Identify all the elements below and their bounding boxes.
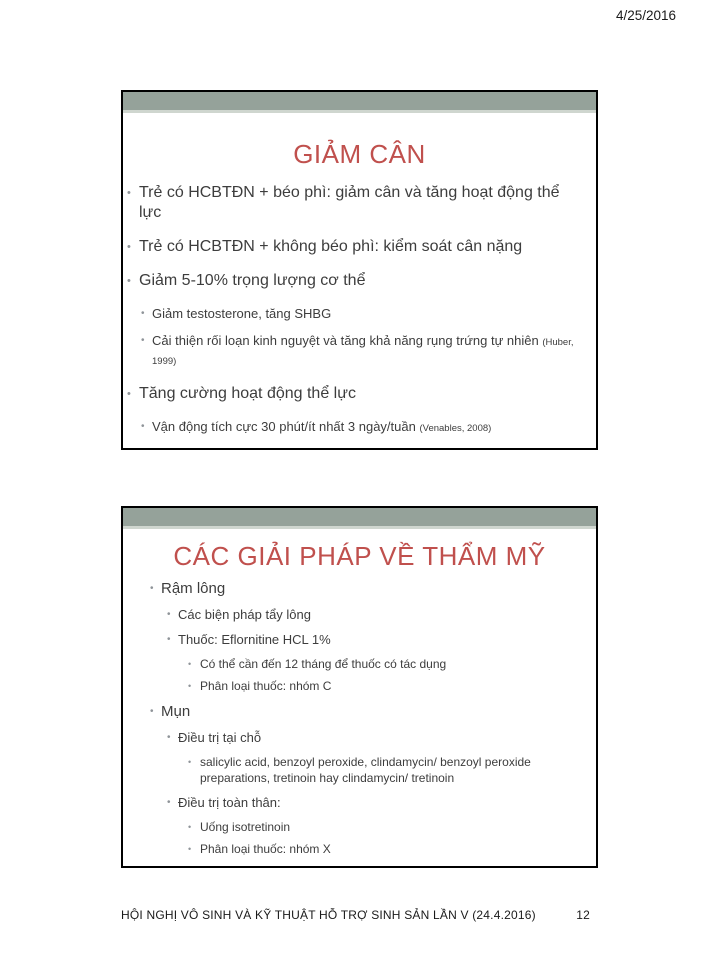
bullet-text: Trẻ có HCBTĐN + béo phì: giảm cân và tăng hoạt động thể lực — [139, 184, 560, 221]
bullet-text: Mụn — [161, 703, 191, 720]
bullet-icon — [141, 332, 152, 349]
page-footer — [121, 908, 590, 922]
bullet-item — [167, 631, 578, 648]
slide-2-title: CÁC GIẢI PHÁP VỀ THẨM MỸ — [173, 541, 546, 571]
bullet-text-main: Giảm testosterone, tăng SHBG — [152, 306, 332, 321]
bullet-icon — [167, 794, 178, 811]
bullet-text: Điều trị tại chỗ — [178, 730, 262, 745]
bullet-text: Phân loại thuốc: nhóm X — [200, 842, 331, 856]
slide-2-content — [123, 579, 596, 857]
bullet-icon — [167, 631, 178, 648]
citation: (Venables, 2008) — [419, 423, 492, 434]
bullet-icon — [167, 729, 178, 746]
bullet-item — [141, 332, 586, 370]
bullet-icon — [167, 606, 178, 623]
bullet-text-main: Vận động tích cực 30 phút/ít nhất 3 ngày/tuần — [152, 419, 416, 434]
bullet-item — [127, 237, 586, 257]
page-date: 4/25/2016 — [615, 8, 676, 23]
bullet-icon — [188, 841, 200, 857]
slide-header-bar — [123, 92, 596, 113]
bullet-icon — [150, 702, 161, 721]
bullet-item — [188, 754, 578, 786]
slide-1-content — [123, 183, 596, 437]
bullet-icon — [141, 305, 152, 322]
footer-text: HỘI NGHỊ VÔ SINH VÀ KỸ THUẬT HỖ TRỢ SINH SẢN LẦN V (24.4.2016) — [121, 908, 536, 922]
bullet-item — [167, 794, 578, 811]
bullet-text: Phân loại thuốc: nhóm C — [200, 679, 332, 693]
bullet-text-main: Cải thiện rối loạn kinh nguyệt và tăng khả năng rụng trứng tự nhiên — [152, 333, 539, 348]
bullet-item — [127, 384, 586, 404]
bullet-text — [152, 332, 586, 370]
bullet-text: Uống isotretinoin — [200, 820, 291, 834]
slide-1-title: GIẢM CÂN — [293, 139, 426, 169]
bullet-item — [188, 656, 578, 672]
bullet-text — [152, 418, 586, 437]
bullet-item — [188, 678, 578, 694]
bullet-icon — [188, 819, 200, 835]
bullet-icon — [150, 579, 161, 598]
bullet-text: Các biện pháp tẩy lông — [178, 607, 311, 622]
bullet-icon — [188, 754, 200, 770]
bullet-item — [127, 271, 586, 291]
bullet-text: Điều trị toàn thân: — [178, 795, 281, 810]
bullet-item — [167, 606, 578, 623]
bullet-text: Trẻ có HCBTĐN + không béo phì: kiểm soát cân nặng — [139, 238, 523, 255]
bullet-text: Giảm 5-10% trọng lượng cơ thể — [139, 272, 366, 289]
slide-2 — [121, 506, 598, 868]
bullet-item — [150, 579, 578, 598]
slide-header-bar — [123, 508, 596, 529]
bullet-icon — [141, 418, 152, 435]
bullet-item — [141, 305, 586, 322]
bullet-item — [127, 183, 586, 223]
bullet-icon — [188, 656, 200, 672]
bullet-icon — [127, 271, 139, 291]
citation: (Huber, 1999) — [152, 337, 574, 367]
bullet-text: Thuốc: Eflornitine HCL 1% — [178, 632, 331, 647]
page-number: 12 — [576, 908, 590, 922]
bullet-icon — [127, 183, 139, 203]
bullet-text: Có thể cần đến 12 tháng để thuốc có tác dụng — [200, 657, 447, 671]
bullet-icon — [127, 237, 139, 257]
bullet-item — [167, 729, 578, 746]
bullet-item — [188, 841, 578, 857]
bullet-item — [150, 702, 578, 721]
bullet-item — [141, 418, 586, 437]
bullet-text: Tăng cường hoạt động thể lực — [139, 385, 356, 402]
bullet-text — [152, 305, 586, 322]
bullet-text: salicylic acid, benzoyl peroxide, clindamycin/ benzoyl peroxide preparations, tretinoin hay clindamycin/ tretinoin — [200, 755, 531, 785]
slide-1 — [121, 90, 598, 450]
bullet-text: Rậm lông — [161, 580, 226, 597]
bullet-item — [188, 819, 578, 835]
bullet-icon — [188, 678, 200, 694]
bullet-icon — [127, 384, 139, 404]
